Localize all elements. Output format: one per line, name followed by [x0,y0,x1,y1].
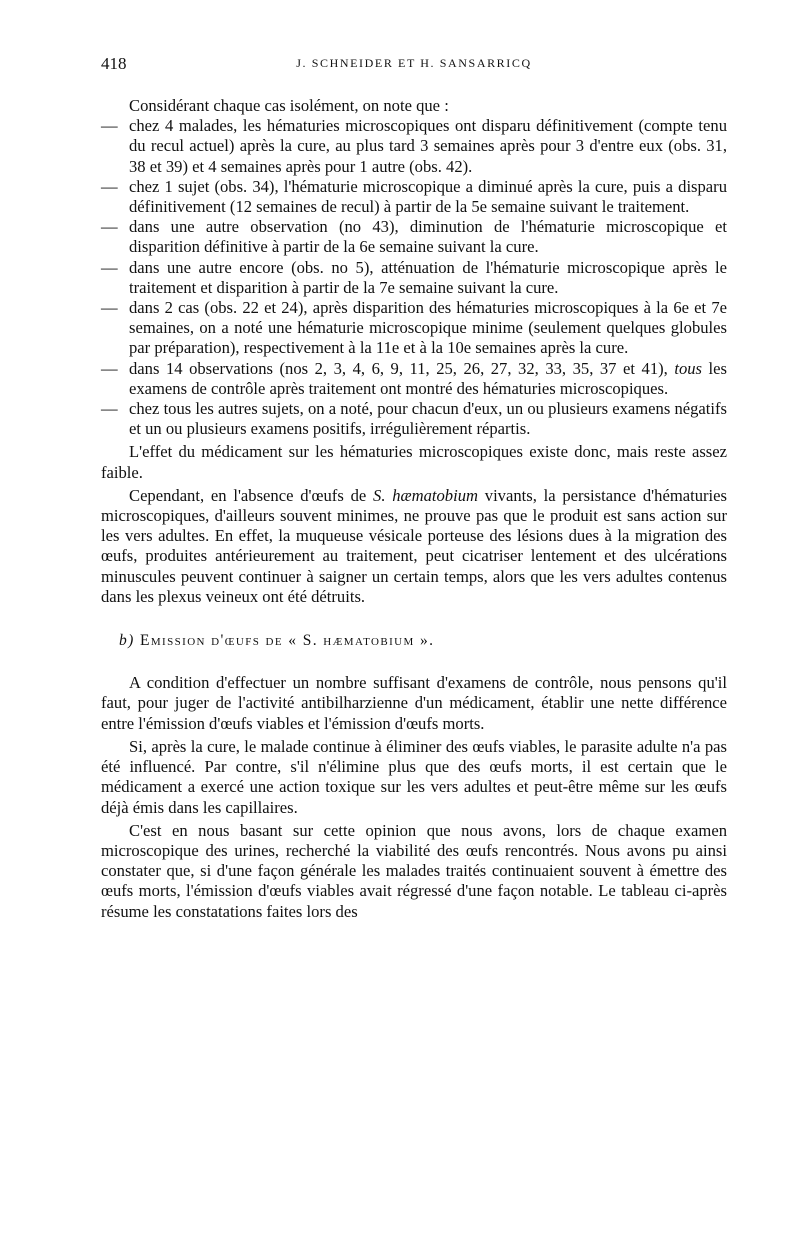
list-item [101,399,727,439]
dash-marker: — [101,257,118,277]
list-item-text: chez 4 malades, les hématuries microscopiques ont disparu définitivement (compte tenu du recul actuel) après la cure, au plus tard 3 semaines après pour 3 d'entre eux (obs. 31, 38 et 39) et 4 semaines après pour 1 autre (obs. 42). [129,116,727,176]
dash-marker: — [101,176,118,196]
body-text [101,96,727,922]
dash-marker: — [101,217,118,237]
species-name: S. hæmatobium [373,485,478,505]
intro-paragraph: Considérant chaque cas isolément, on note que : [129,96,449,115]
page [101,52,727,922]
list-item-text: dans une autre observation (no 43), diminution de l'hématurie microscopique et disparition définitive à partir de la 6e semaine suivant la cure. [129,217,727,257]
section-title: Emission d'œufs de « S. hæmatobium ». [140,632,435,650]
cependant-text-end: vivants, la persistance d'hématuries microscopiques, d'ailleurs souvent minimes, ne prouve pas que le produit est sans action sur les vers adultes. En effet, la muqueuse vésicale porteuse des lésions dues à la migration des œufs, produites antérieurement au traitement, peut cicatriser lentement et des ulcérations minuscules peuvent continuer à saigner un certain temps, alors que les vers adultes contenus dans les plexus veineux ont été détruits. [101,485,727,606]
page-number: 418 [101,54,127,73]
body-paragraph: Si, après la cure, le malade continue à éliminer des œufs viables, le parasite adulte n'a pas été influencé. Par contre, s'il n'élimine plus que des œufs morts, il est certain que le médicament a exercé une action toxique sur les vers adultes et peut-être même sur les œufs déjà émis dans les capillaires. [101,736,727,817]
body-paragraph: C'est en nous basant sur cette opinion que nous avons, lors de chaque examen microscopique des urines, recherché la viabilité des œufs rencontrés. Nous avons pu ainsi constater que, si d'une façon générale les malades traités continuaient souvent à émettre des œufs morts, l'émission d'œufs viables avait régressé d'une façon notable. Le tableau ci-après résume les constatations faites lors des [101,820,727,921]
list-item-text: chez tous les autres sujets, on a noté, pour chacun d'eux, un ou plusieurs examens négatifs et un ou plusieurs examens positifs, irrégulièrement répartis. [129,399,727,439]
section-heading [101,631,727,651]
emphasis-tous: tous [674,358,703,378]
section-letter: b) [119,632,135,650]
effect-paragraph: L'effet du médicament sur les hématuries microscopiques existe donc, mais reste assez faible. [101,442,727,482]
findings-list [101,116,727,439]
list-item [101,116,727,177]
body-paragraph: A condition d'effectuer un nombre suffisant d'examens de contrôle, nous pensons qu'il faut, pour juger de l'activité antibilharzienne d'un médicament, établir une nette différence entre l'émission d'œufs viables et l'émission d'œufs morts. [101,673,727,733]
cependant-text-start: Cependant, en l'absence d'œufs de [129,485,374,505]
running-head: J. SCHNEIDER ET H. SANSARRICQ [296,56,532,70]
dash-marker: — [101,298,118,318]
dash-marker: — [101,358,118,378]
list-item-text: chez 1 sujet (obs. 34), l'hématurie microscopique a diminué après la cure, puis a disparu définitivement (12 semaines de recul) à partir de la 5e semaine suivant le traitement. [129,176,727,217]
page-header [101,52,727,78]
dash-marker: — [101,116,118,136]
list-item-text-start: dans 14 observations (nos 2, 3, 4, 6, 9, 11, 25, 26, 27, 32, 33, 35, 37 et 41), [129,358,675,378]
list-item [101,217,727,257]
list-item [101,177,727,217]
list-item-text: dans 2 cas (obs. 22 et 24), après disparition des hématuries microscopiques à la 6e et 7e semaines, on a noté une hématurie microscopique minime (seulement quelques globules par préparation), respectivement à la 11e et à la 10e semaines après la cure. [129,298,727,358]
dash-marker: — [101,399,118,419]
list-item [101,258,727,298]
list-item-text: dans une autre encore (obs. no 5), atténuation de l'hématurie microscopique après le traitement et disparition à partir de la 7e semaine suivant la cure. [129,257,727,297]
list-item-text-end: les examens de contrôle après traitement ont montré des hématuries microscopiques. [129,358,727,398]
list-item [101,298,727,359]
cependant-paragraph [101,486,727,607]
list-item [101,359,727,399]
